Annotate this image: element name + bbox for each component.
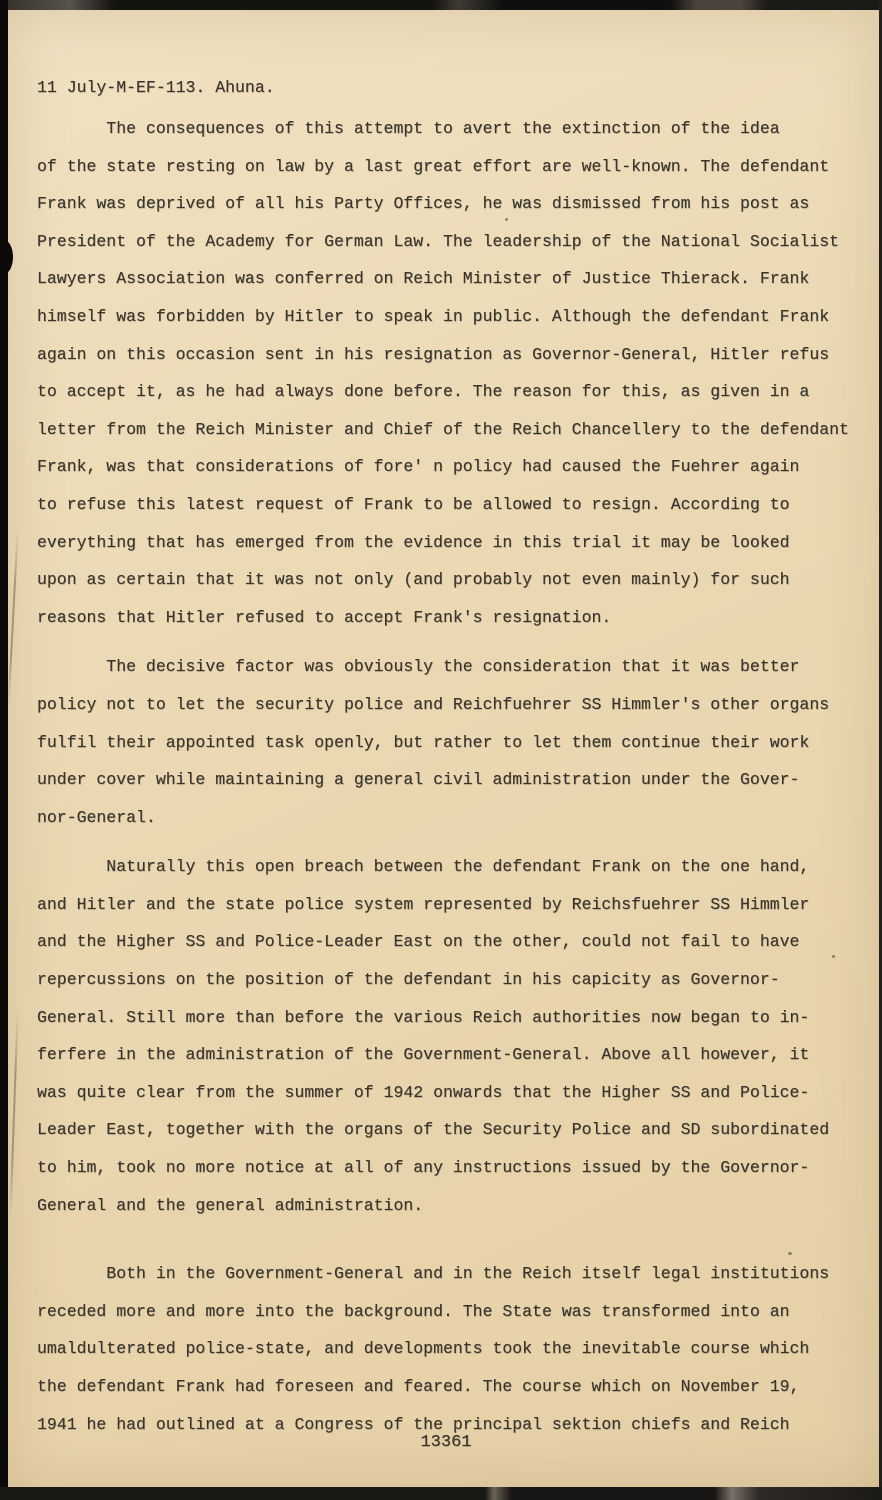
text-line: upon as certain that it was not only (and probably not even mainly) for such: [37, 570, 790, 590]
text-line: umaldulterated police-state, and developments took the inevitable course which: [37, 1339, 810, 1359]
text-line: 1941 he had outlined at a Congress of the principal sektion chiefs and Reich: [37, 1414, 790, 1434]
paper-speck: [505, 218, 508, 221]
scan-edge-bottom: [0, 1487, 882, 1500]
text-line: to him, took no more notice at all of any instructions issued by the Governor-: [37, 1158, 810, 1178]
text-line: repercussions on the position of the defendant in his capicity as Governor-: [37, 970, 780, 990]
text-line: nor-General.: [37, 807, 156, 827]
paragraph: [37, 848, 855, 1224]
text-line: under cover while maintaining a general civil administration under the Gover-: [37, 770, 800, 790]
text-line: the defendant Frank had foreseen and feared. The course which on November 19,: [37, 1377, 800, 1396]
document-page: [8, 10, 879, 1487]
scan-edge-left: [0, 0, 8, 1500]
text-line: General and the general administration.: [37, 1195, 424, 1215]
text-line: policy not to let the security police and Reichfuehrer SS Himmler's other organs: [37, 694, 830, 714]
paper-speck: [832, 955, 835, 958]
text-line: General. Still more than before the various Reich authorities now began to in-: [37, 1007, 810, 1027]
text-line: was quite clear from the summer of 1942 onwards that the Higher SS and Police-: [37, 1082, 810, 1102]
text-line: and the Higher SS and Police-Leader East on the other, could not fail to have: [37, 932, 800, 952]
text-line: letter from the Reich Minister and Chief of the Reich Chancellery to the defendant: [37, 419, 849, 439]
text-line: Both in the Government-General and in the Reich itself legal institutions: [37, 1264, 830, 1284]
text-line: Frank, was that considerations of fore' n policy had caused the Fuehrer again: [37, 457, 800, 477]
text-line: Frank was deprived of all his Party Offices, he was dismissed from his post as: [37, 194, 810, 214]
text-line: everything that has emerged from the evidence in this trial it may be looked: [37, 532, 790, 552]
text-line: again on this occasion sent in his resignation as Governor-General, Hitler refus: [37, 344, 830, 364]
text-line: of the state resting on law by a last great effort are well-known. The defendant: [37, 156, 830, 176]
text-line: fulfil their appointed task openly, but rather to let them continue their work: [37, 732, 810, 752]
page-number: 13361: [420, 1433, 472, 1453]
text-line: The decisive factor was obviously the consideration that it was better: [37, 657, 800, 677]
text-line: President of the Academy for German Law. The leadership of the National Socialist: [37, 231, 840, 251]
text-line: Leader East, together with the organs of the Security Police and SD subordinated: [37, 1120, 830, 1140]
text-line: The consequences of this attempt to avert the extinction of the idea: [37, 119, 780, 138]
text-line: and Hitler and the state police system represented by Reichsfuehrer SS Himmler: [37, 894, 810, 914]
text-line: Lawyers Association was conferred on Reich Minister of Justice Thierack. Frank: [37, 269, 810, 289]
paragraph: [37, 1255, 855, 1443]
paragraph: [37, 648, 855, 836]
paragraph: [37, 110, 855, 636]
document-body: [37, 110, 855, 1443]
paper-speck: [788, 1252, 792, 1255]
text-line: himself was forbidden by Hitler to speak in public. Although the defendant Frank: [37, 306, 830, 326]
text-line: ferfere in the administration of the Government-General. Above all however, it: [37, 1045, 810, 1065]
document-header: 11 July-M-EF-113. Ahuna.: [37, 78, 275, 97]
text-line: to accept it, as he had always done before. The reason for this, as given in a: [37, 382, 810, 402]
text-line: Naturally this open breach between the defendant Frank on the one hand,: [37, 857, 810, 877]
text-line: reasons that Hitler refused to accept Frank's resignation.: [37, 607, 612, 627]
text-line: receded more and more into the background. The State was transformed into an: [37, 1301, 790, 1321]
text-line: to refuse this latest request of Frank to be allowed to resign. According to: [37, 494, 790, 514]
